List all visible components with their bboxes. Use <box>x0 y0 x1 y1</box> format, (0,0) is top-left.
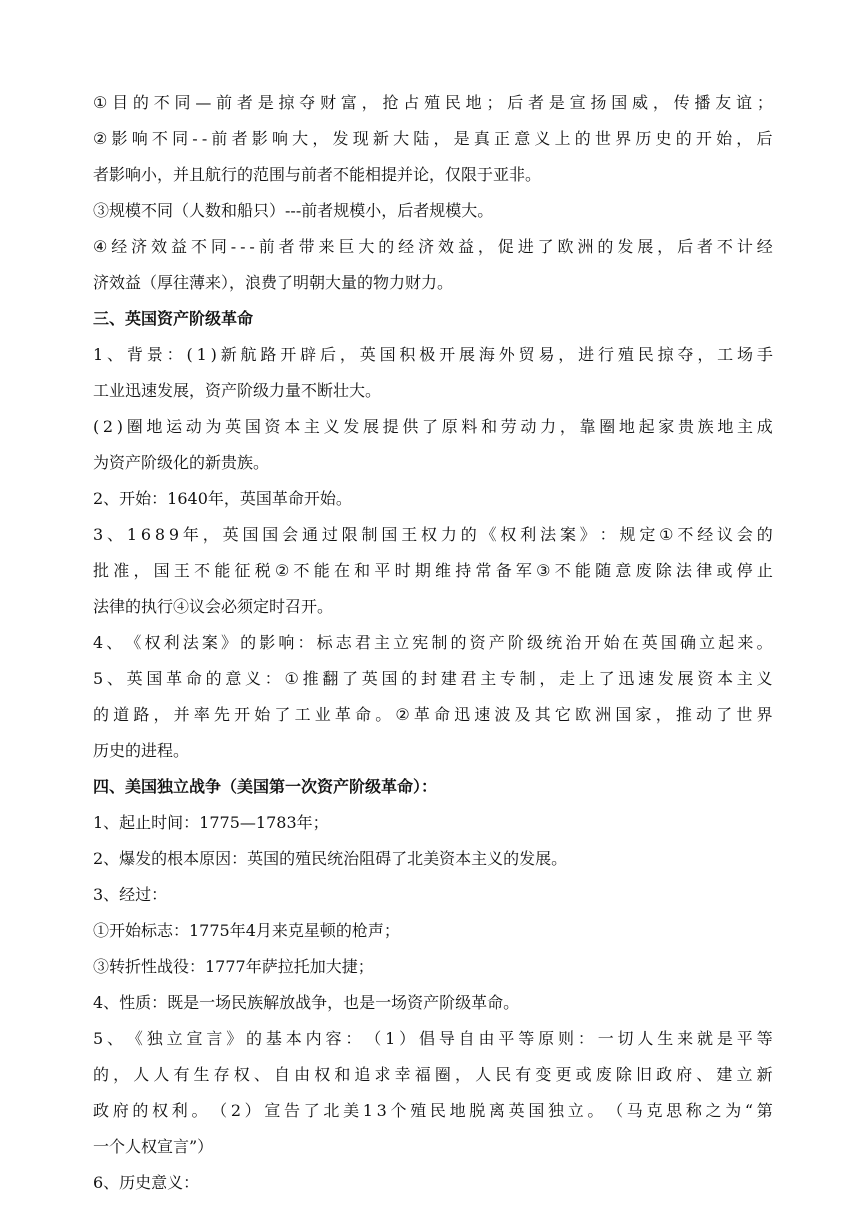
text-line: 4、性质：既是一场民族解放战争，也是一场资产阶级革命。 <box>93 993 520 1012</box>
text-line: ①开始标志：1775年4月来克星顿的枪声； <box>93 921 400 940</box>
text-line: ① 目 的 不 同 — 前 者 是 掠 夺 财 富 ， 抢 占 殖 民 地 ； 后 者 是 宣 扬 国 威 ， 传 播 友 谊 ； <box>93 93 773 112</box>
text-line: 的 ， 人 人 有 生 存 权 、 自 由 权 和 追 求 幸 福 圈 ， 人 民 有 变 更 或 废 除 旧 政 府 、 建 立 新 <box>93 1065 773 1084</box>
text-line: 2、爆发的根本原因：英国的殖民统治阻碍了北美资本主义的发展。 <box>93 849 568 868</box>
text-line: 6、历史意义： <box>93 1173 200 1192</box>
text-line: 的 道 路 ， 并 率 先 开 始 了 工 业 革 命 。 ② 革 命 迅 速 波 及 其 它 欧 洲 国 家 ， 推 动 了 世 界 <box>93 705 773 724</box>
section-heading: 三、英国资产阶级革命 <box>93 309 254 328</box>
text-line: 批 准 ， 国 王 不 能 征 税 ② 不 能 在 和 平 时 期 维 持 常 备 军 ③ 不 能 随 意 废 除 法 律 或 停 止 <box>93 561 773 580</box>
text-line: 2、开始：1640年，英国革命开始。 <box>93 489 352 508</box>
text-line: ( 2 ) 圈 地 运 动 为 英 国 资 本 主 义 发 展 提 供 了 原 料 和 劳 动 力 ， 靠 圈 地 起 家 贵 族 地 主 成 <box>93 417 773 436</box>
text-line: 一个人权宣言”） <box>93 1137 214 1156</box>
text-line: 3、经过： <box>93 885 168 904</box>
text-line: 1 、 背 景 ： ( 1 ) 新 航 路 开 辟 后 ， 英 国 积 极 开 展 海 外 贸 易 ， 进 行 殖 民 掠 夺 ， 工 场 手 <box>93 345 773 364</box>
text-line: ③规模不同（人数和船只）---前者规模小，后者规模大。 <box>93 201 494 220</box>
text-line: ② 影 响 不 同 - - 前 者 影 响 大 ， 发 现 新 大 陆 ， 是 真 正 意 义 上 的 世 界 历 史 的 开 始 ， 后 <box>93 129 773 148</box>
text-line: 5 、 英 国 革 命 的 意 义 ： ① 推 翻 了 英 国 的 封 建 君 主 专 制 ， 走 上 了 迅 速 发 展 资 本 主 义 <box>93 669 773 688</box>
text-line: 5 、 《 独 立 宣 言 》 的 基 本 内 容 ： （ 1 ） 倡 导 自 由 平 等 原 则 ： 一 切 人 生 来 就 是 平 等 <box>93 1029 773 1048</box>
text-line: 者影响小，并且航行的范围与前者不能相提并论，仅限于亚非。 <box>93 165 542 184</box>
text-line: 为资产阶级化的新贵族。 <box>93 453 270 472</box>
text-line: 4 、 《 权 利 法 案 》 的 影 响 ： 标 志 君 主 立 宪 制 的 资 产 阶 级 统 治 开 始 在 英 国 确 立 起 来 。 <box>93 633 773 652</box>
text-line: 政 府 的 权 利 。 （ 2 ） 宣 告 了 北 美 1 3 个 殖 民 地 脱 离 英 国 独 立 。 （ 马 克 思 称 之 为 “ 第 <box>93 1101 773 1120</box>
text-line: 济效益（厚往薄来），浪费了明朝大量的物力财力。 <box>93 273 454 292</box>
text-line: 历史的进程。 <box>93 741 190 760</box>
text-line: 法律的执行④议会必须定时召开。 <box>93 597 334 616</box>
text-line: 3 、 1 6 8 9 年 ， 英 国 国 会 通 过 限 制 国 王 权 力 的 《 权 利 法 案 》 ： 规 定 ① 不 经 议 会 的 <box>93 525 773 544</box>
text-line: ③转折性战役：1777年萨拉托加大捷； <box>93 957 374 976</box>
text-line: ④ 经 济 效 益 不 同 - - - 前 者 带 来 巨 大 的 经 济 效 益 ， 促 进 了 欧 洲 的 发 展 ， 后 者 不 计 经 <box>93 237 773 256</box>
section-heading: 四、美国独立战争（美国第一次资产阶级革命）： <box>93 777 438 796</box>
text-line: 1、起止时间：1775—1783年； <box>93 813 329 832</box>
text-line: 工业迅速发展，资产阶级力量不断壮大。 <box>93 381 382 400</box>
